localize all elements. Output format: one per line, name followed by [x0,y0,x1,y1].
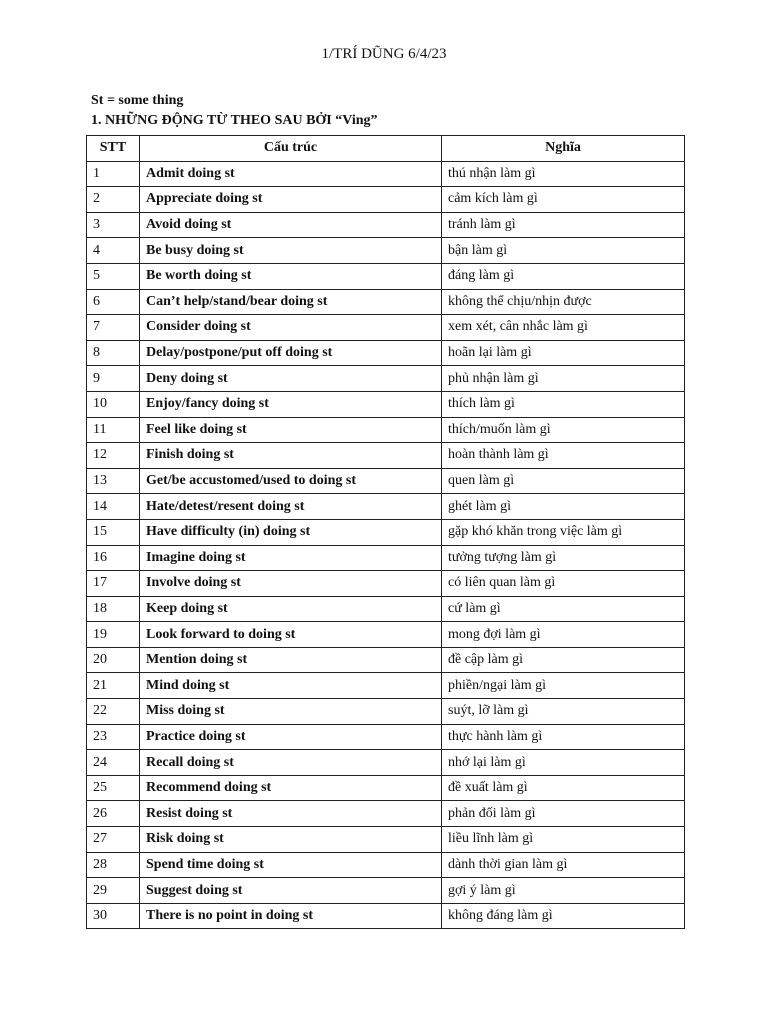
cell-structure: Feel like doing st [140,417,442,443]
cell-meaning: gợi ý làm gì [442,878,685,904]
cell-meaning: dành thời gian làm gì [442,852,685,878]
cell-stt: 16 [87,545,140,571]
cell-meaning: tưởng tượng làm gì [442,545,685,571]
cell-meaning: có liên quan làm gì [442,571,685,597]
cell-meaning: thích/muốn làm gì [442,417,685,443]
cell-structure: Have difficulty (in) doing st [140,519,442,545]
cell-meaning: quen làm gì [442,468,685,494]
cell-meaning: đề xuất làm gì [442,775,685,801]
cell-stt: 23 [87,724,140,750]
cell-structure: Miss doing st [140,699,442,725]
cell-meaning: đề cập làm gì [442,647,685,673]
cell-stt: 25 [87,775,140,801]
table-row [87,238,685,264]
cell-structure: Imagine doing st [140,545,442,571]
cell-stt: 30 [87,903,140,929]
cell-structure: Get/be accustomed/used to doing st [140,468,442,494]
table-row [87,187,685,213]
table-row [87,519,685,545]
cell-meaning: gặp khó khăn trong việc làm gì [442,519,685,545]
cell-stt: 24 [87,750,140,776]
cell-meaning: ghét làm gì [442,494,685,520]
cell-meaning: suýt, lỡ làm gì [442,699,685,725]
cell-meaning: không đáng làm gì [442,903,685,929]
table-row [87,827,685,853]
header-stt: STT [87,136,140,162]
header-structure: Cấu trúc [140,136,442,162]
table-row [87,750,685,776]
cell-meaning: thực hành làm gì [442,724,685,750]
table-row [87,596,685,622]
cell-structure: Spend time doing st [140,852,442,878]
cell-stt: 21 [87,673,140,699]
cell-stt: 18 [87,596,140,622]
cell-stt: 1 [87,161,140,187]
cell-structure: Mind doing st [140,673,442,699]
table-row [87,263,685,289]
table-row [87,340,685,366]
cell-meaning: phủ nhận làm gì [442,366,685,392]
table-row [87,673,685,699]
cell-meaning: bận làm gì [442,238,685,264]
table-row [87,724,685,750]
cell-stt: 17 [87,571,140,597]
cell-stt: 4 [87,238,140,264]
cell-stt: 28 [87,852,140,878]
table-row [87,852,685,878]
table-row [87,775,685,801]
cell-structure: Resist doing st [140,801,442,827]
verb-table [86,135,685,929]
cell-meaning: thú nhận làm gì [442,161,685,187]
cell-stt: 8 [87,340,140,366]
cell-meaning: xem xét, cân nhắc làm gì [442,315,685,341]
cell-structure: Recommend doing st [140,775,442,801]
cell-meaning: hoàn thành làm gì [442,443,685,469]
table-body [87,161,685,929]
table-row [87,571,685,597]
cell-structure: Delay/postpone/put off doing st [140,340,442,366]
cell-meaning: đáng làm gì [442,263,685,289]
table-header [87,136,685,162]
cell-structure: Finish doing st [140,443,442,469]
cell-meaning: phiền/ngại làm gì [442,673,685,699]
cell-meaning: phản đối làm gì [442,801,685,827]
cell-stt: 22 [87,699,140,725]
cell-stt: 20 [87,647,140,673]
cell-stt: 7 [87,315,140,341]
cell-structure: Keep doing st [140,596,442,622]
cell-structure: Enjoy/fancy doing st [140,391,442,417]
cell-stt: 11 [87,417,140,443]
cell-structure: Avoid doing st [140,212,442,238]
cell-structure: Consider doing st [140,315,442,341]
cell-structure: Hate/detest/resent doing st [140,494,442,520]
cell-stt: 19 [87,622,140,648]
table-row [87,801,685,827]
cell-structure: Mention doing st [140,647,442,673]
table-row [87,443,685,469]
table-row [87,366,685,392]
cell-structure: Recall doing st [140,750,442,776]
cell-stt: 6 [87,289,140,315]
cell-meaning: nhớ lại làm gì [442,750,685,776]
cell-stt: 3 [87,212,140,238]
cell-meaning: mong đợi làm gì [442,622,685,648]
cell-stt: 27 [87,827,140,853]
cell-stt: 26 [87,801,140,827]
cell-structure: Suggest doing st [140,878,442,904]
cell-structure: Deny doing st [140,366,442,392]
cell-meaning: liều lĩnh làm gì [442,827,685,853]
cell-stt: 9 [87,366,140,392]
abbreviation-note: St = some thing [91,93,184,108]
cell-meaning: không thể chịu/nhịn được [442,289,685,315]
cell-stt: 12 [87,443,140,469]
cell-stt: 29 [87,878,140,904]
table-row [87,903,685,929]
cell-structure: Practice doing st [140,724,442,750]
table-row [87,315,685,341]
cell-structure: Can’t help/stand/bear doing st [140,289,442,315]
section-heading: 1. NHỮNG ĐỘNG TỪ THEO SAU BỞI “Ving” [91,113,378,128]
cell-meaning: cứ làm gì [442,596,685,622]
cell-stt: 10 [87,391,140,417]
table-row [87,494,685,520]
cell-structure: Be busy doing st [140,238,442,264]
cell-stt: 2 [87,187,140,213]
cell-structure: Admit doing st [140,161,442,187]
header-meaning: Nghĩa [442,136,685,162]
table-row [87,417,685,443]
cell-meaning: cảm kích làm gì [442,187,685,213]
cell-stt: 15 [87,519,140,545]
table-row [87,161,685,187]
page-title: 1/TRÍ DŨNG 6/4/23 [321,46,447,62]
cell-structure: Risk doing st [140,827,442,853]
table-row [87,468,685,494]
cell-structure: Be worth doing st [140,263,442,289]
table-row [87,391,685,417]
table-header-row [87,136,685,162]
cell-structure: There is no point in doing st [140,903,442,929]
table-row [87,647,685,673]
cell-structure: Involve doing st [140,571,442,597]
cell-meaning: hoãn lại làm gì [442,340,685,366]
cell-stt: 13 [87,468,140,494]
cell-stt: 14 [87,494,140,520]
cell-meaning: tránh làm gì [442,212,685,238]
table-row [87,622,685,648]
table-row [87,699,685,725]
table-row [87,878,685,904]
table-row [87,212,685,238]
cell-stt: 5 [87,263,140,289]
cell-meaning: thích làm gì [442,391,685,417]
cell-structure: Appreciate doing st [140,187,442,213]
cell-structure: Look forward to doing st [140,622,442,648]
table-row [87,545,685,571]
table-row [87,289,685,315]
